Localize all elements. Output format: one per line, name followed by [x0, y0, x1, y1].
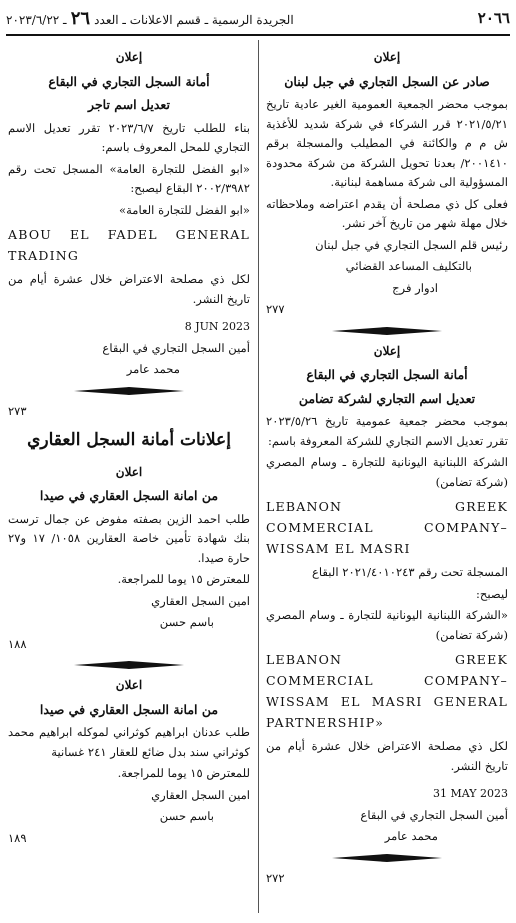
notice-subtitle: تعديل اسم تاجر: [88, 97, 170, 112]
notice-label: إعلان: [373, 343, 401, 358]
separator-ornament-icon: [8, 386, 250, 396]
page-number: ٢٠٦٦: [477, 9, 510, 27]
notice-body: بموجب محضر جمعية عمومية تاريخ ٢٠٢٣/٥/٢٦ تقرر تعديل الاسم التجاري للشركة المعروفة باسم:: [266, 414, 508, 448]
signature-line-1: رئيس قلم السجل التجاري في جبل لبنان: [315, 237, 508, 252]
registration-line: المسجلة تحت رقم ٢٠٢١/٤٠١٠٢٤٣ البقاع: [311, 565, 508, 579]
new-name-arabic: «الشركة اللبنانية اليونانية للتجارة ـ وسام المصري (شركة تضامن): [266, 608, 508, 642]
running-title: الجريدة الرسمية ـ قسم الاعلانات ـ العدد: [94, 12, 294, 27]
signature-name: ادوار فرج: [392, 280, 438, 295]
separator-ornament-icon: [8, 660, 250, 670]
notice-title: من امانة السجل العقاري في صيدا: [39, 488, 219, 503]
notice-number: ٢٧٧: [266, 302, 285, 316]
notice-label: اعلان: [115, 678, 143, 692]
notice-title: من امانة السجل العقاري في صيدا: [39, 701, 219, 717]
notice-subtitle: تعديل اسم التجاري لشركة تضامن: [298, 390, 476, 406]
notice-objection: لكل ذي مصلحة الاعتراض خلال عشرة أيام من تاريخ النشر.: [8, 272, 250, 306]
signature-name: محمد عامر: [126, 362, 180, 376]
signature-line-1: أمين السجل التجاري في البقاع: [102, 340, 250, 355]
running-head: [6, 8, 294, 29]
notice-body: بناء للطلب تاريخ ٢٠٢٣/٦/٧ تقرر تعديل الاسم التجاري للمحل المعروف باسم:: [8, 120, 250, 154]
notice-188: [8, 463, 250, 671]
notice-273: [8, 48, 250, 421]
notice-objection: لكل ذي مصلحة الاعتراض خلال عشرة أيام من تاريخ النشر.: [266, 739, 508, 773]
notice-title: صادر عن السجل التجاري في جبل لبنان: [284, 73, 490, 89]
notice-number: ٢٧٢: [266, 870, 285, 885]
signature-line-2: بالتكليف المساعد القضائي: [345, 259, 472, 273]
notice-label: إعلان: [115, 50, 143, 64]
left-column: [8, 44, 250, 848]
separator-ornament-icon: [266, 853, 508, 863]
notice-body: طلب عدنان ابراهيم كوثراني لموكله ابراهيم محمد كوثراني سند بدل ضائع للعقار ٢٤١ غسانية: [8, 725, 250, 759]
review-period: للمعترض ١٥ يوما للمراجعة.: [117, 572, 250, 586]
notice-272: [266, 342, 508, 889]
old-name-latin: LEBANON GREEK COMMERCIAL COMPANY– WISSAM EL MASRI: [266, 499, 508, 556]
notice-body: طلب احمد الزين بصفته مفوض عن جمال ترست بنك شهادة تأمين خاصة العقارين ١٠٥٨/ ١٧ و٢٧ حارة صيدا.: [8, 511, 250, 565]
issue-number: ٢٦: [70, 7, 91, 29]
notice-277: [266, 48, 508, 336]
new-name-latin: LEBANON GREEK COMMERCIAL COMPANY– WISSAM EL MASRI GENERAL PARTNERSHIP»: [266, 652, 508, 730]
old-name: «ابو الفضل للتجارة العامة» المسجل تحت رقم ٢٠٠٢/٣٩٨٢ البقاع ليصبح:: [8, 161, 250, 195]
notice-body: بموجب محضر الجمعية العمومية الغير عادية تاريخ ٢٠٢١/٥/٢١ قرر الشركاء في شركة شديد للأغذية ش م م والكائنة في المطيلب والمسجلة برقم ٢٠٠١٤١٠/ بعدنا تحويل الشركة من شركة محدودة المسؤولية الى شركة مساهمة لبنانية.: [266, 97, 508, 189]
notice-189: [8, 676, 250, 848]
signature-line-1: أمين السجل التجاري في البقاع: [360, 807, 508, 822]
review-period: للمعترض ١٥ يوما للمراجعة.: [117, 766, 250, 780]
column-divider: [258, 40, 259, 913]
header-date: ـ ٢٠٢٣/٦/٢٢: [6, 12, 67, 27]
notice-label: اعلان: [115, 464, 143, 479]
latin-name: ABOU EL FADEL GENERAL TRADING: [8, 227, 250, 263]
notice-objection: فعلى كل ذي مصلحة أن يقدم اعتراضه وملاحظاته خلال مهلة شهر من تاريخ آخر نشر.: [266, 196, 508, 230]
notice-date: 31 MAY 2023: [432, 787, 508, 800]
notice-number: ١٨٨: [8, 636, 27, 651]
page-header: [6, 6, 510, 30]
header-rule: [6, 34, 510, 36]
to-become: ليصبح:: [476, 586, 508, 601]
separator-ornament-icon: [266, 326, 508, 336]
notice-number: ٢٧٣: [8, 403, 27, 418]
signature-line-1: امين السجل العقاري: [151, 593, 250, 608]
notice-date: 8 JUN 2023: [184, 320, 250, 333]
notice-label: إعلان: [373, 50, 401, 64]
section-title: إعلانات أمانة السجل العقاري: [27, 430, 231, 450]
right-column: [266, 44, 508, 888]
notice-title: أمانة السجل التجاري في البقاع: [48, 73, 210, 89]
old-name-arabic: الشركة اللبنانية اليونانية للتجارة ـ وسام المصري (شركة تضامن): [266, 455, 508, 489]
signature-name: باسم حسن: [159, 809, 214, 823]
notice-number: ١٨٩: [8, 830, 27, 845]
notice-title: أمانة السجل التجاري في البقاع: [306, 367, 468, 382]
signature-line-1: امين السجل العقاري: [151, 787, 250, 802]
signature-name: محمد عامر: [384, 829, 438, 843]
signature-name: باسم حسن: [159, 615, 214, 629]
new-name: «ابو الفضل للتجارة العامة»: [119, 202, 250, 217]
